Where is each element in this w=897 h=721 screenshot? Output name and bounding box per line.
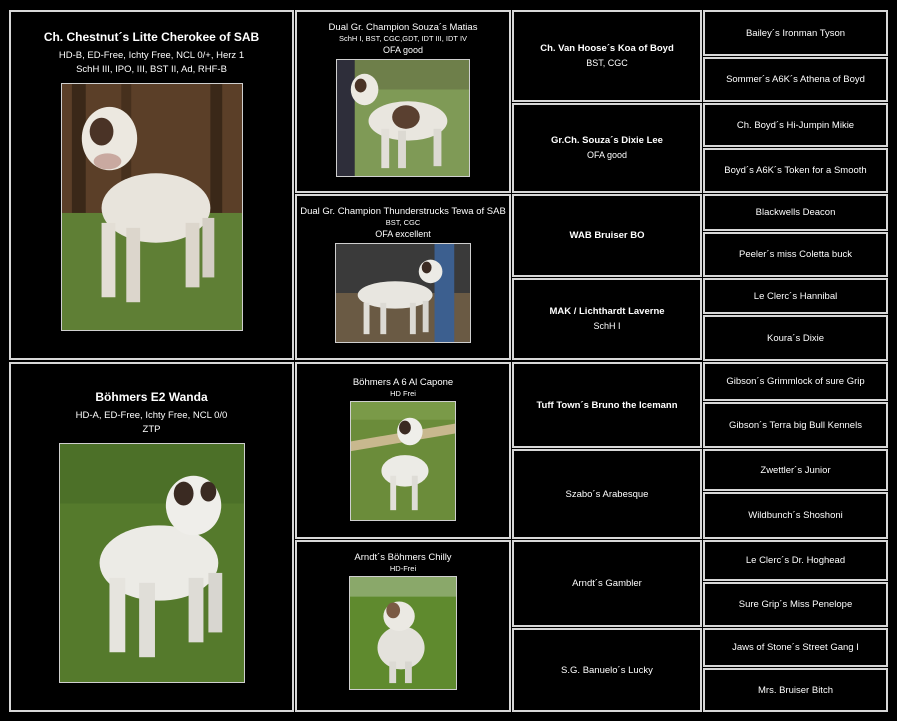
- dog-name: Gr.Ch. Souza´s Dixie Lee: [551, 134, 663, 146]
- gen1-cell-sire: [9, 10, 294, 360]
- gen3-cell-6: [512, 449, 702, 539]
- dog-name: Le Clerc´s Dr. Hoghead: [745, 555, 846, 566]
- dog-name: Tuff Town´s Bruno the Icemann: [536, 399, 678, 411]
- gen3-cell-2: [512, 103, 702, 193]
- gen4-cell-4: [703, 148, 888, 193]
- dog-photo-chilly: [349, 576, 457, 690]
- dog-titles: SchH I: [593, 320, 621, 331]
- gen4-cell-12: [703, 492, 888, 539]
- gen2-cell-3: [295, 362, 511, 539]
- dog-name: Ch. Boyd´s Hi-Jumpin Mikie: [736, 119, 855, 131]
- gen4-cell-15: [703, 628, 888, 667]
- dog-name: Arndt´s Böhmers Chilly: [354, 552, 452, 563]
- gen4-cell-7: [703, 278, 888, 314]
- gen3-cell-4: [512, 278, 702, 360]
- gen3-cell-7: [512, 540, 702, 627]
- gen1-cell-dam: [9, 362, 294, 712]
- dog-ofa: OFA excellent: [375, 229, 431, 239]
- gen3-cell-8: [512, 628, 702, 712]
- gen4-cell-3: [703, 103, 888, 147]
- gen3-cell-1: [512, 10, 702, 102]
- dog-name: Bailey´s Ironman Tyson: [745, 27, 846, 39]
- dog-titles: SchH I, BST, CGC,GDT, IDT III, IDT IV: [338, 34, 468, 43]
- dog-name: Mrs. Bruiser Bitch: [758, 684, 833, 696]
- gen4-cell-2: [703, 57, 888, 102]
- dog-photo-wanda: [59, 443, 245, 683]
- gen4-cell-8: [703, 315, 888, 361]
- gen4-cell-5: [703, 194, 888, 231]
- dog-name: Blackwells Deacon: [755, 207, 836, 218]
- gen2-cell-2: [295, 194, 511, 360]
- gen4-cell-10: [703, 402, 888, 448]
- dog-titles: BST, CGC: [385, 218, 421, 227]
- dog-name: Böhmers A 6 Al Capone: [352, 377, 454, 388]
- dog-photo-cherokee: [61, 83, 243, 331]
- gen4-cell-16: [703, 668, 888, 712]
- dog-name: Wildbunch´s Shoshoni: [748, 510, 843, 521]
- dog-photo-matias: [336, 59, 470, 177]
- gen3-cell-3: [512, 194, 702, 277]
- gen4-cell-6: [703, 232, 888, 277]
- gen3-cell-5: [512, 362, 702, 448]
- dog-name: Ch. Chestnut´s Litte Cherokee of SAB: [43, 30, 260, 44]
- dog-name: Jaws of Stone´s Street Gang I: [732, 642, 859, 653]
- gen2-cell-1: [295, 10, 511, 193]
- gen4-cell-1: [703, 10, 888, 56]
- dog-name: Böhmers E2 Wanda: [95, 390, 208, 404]
- dog-name: Gibson´s Grimmlock of sure Grip: [726, 376, 865, 387]
- gen4-cell-9: [703, 362, 888, 401]
- gen4-cell-11: [703, 449, 888, 491]
- dog-name: Sommer´s A6K´s Athena of Boyd: [726, 74, 865, 85]
- dog-titles: HD Frei: [390, 389, 416, 398]
- dog-ofa: OFA good: [382, 45, 424, 55]
- dog-titles: OFA good: [586, 149, 628, 160]
- dog-name: Zwettler´s Junior: [760, 464, 831, 476]
- gen4-cell-14: [703, 582, 888, 627]
- dog-name: Le Clerc´s Hannibal: [753, 290, 838, 302]
- dog-name: Boyd´s A6K´s Token for a Smooth: [724, 165, 867, 176]
- dog-name: Arndt´s Gambler: [572, 578, 642, 589]
- dog-name: S.G. Banuelo´s Lucky: [561, 664, 653, 676]
- dog-name: MAK / Lichthardt Laverne: [549, 305, 665, 317]
- dog-name: Gibson´s Terra big Bull Kennels: [729, 419, 862, 431]
- dog-info: HD-B, ED-Free, Ichty Free, NCL 0/+, Herz 1: [58, 50, 245, 61]
- gen4-cell-13: [703, 540, 888, 581]
- dog-titles: BST, CGC: [586, 57, 628, 68]
- dog-photo-al-capone: [350, 401, 456, 521]
- dog-photo-tewa: [335, 243, 471, 343]
- dog-info: SchH III, IPO, III, BST II, Ad, RHF-B: [76, 64, 227, 75]
- dog-name: Koura´s Dixie: [766, 332, 825, 344]
- dog-name: WAB Bruiser BO: [569, 230, 645, 241]
- dog-name: Peeler´s miss Coletta buck: [739, 249, 852, 260]
- dog-titles: HD-Frei: [389, 564, 417, 573]
- gen2-cell-4: [295, 540, 511, 712]
- dog-name: Sure Grip´s Miss Penelope: [738, 599, 853, 610]
- dog-info: ZTP: [142, 424, 161, 435]
- dog-name: Dual Gr. Champion Souza´s Matias: [328, 22, 478, 33]
- dog-name: Szabo´s Arabesque: [565, 488, 649, 500]
- dog-name: Dual Gr. Champion Thunderstrucks Tewa of SAB: [300, 206, 506, 217]
- dog-info: HD-A, ED-Free, Ichty Free, NCL 0/0: [75, 410, 228, 421]
- dog-name: Ch. Van Hoose´s Koa of Boyd: [540, 42, 674, 54]
